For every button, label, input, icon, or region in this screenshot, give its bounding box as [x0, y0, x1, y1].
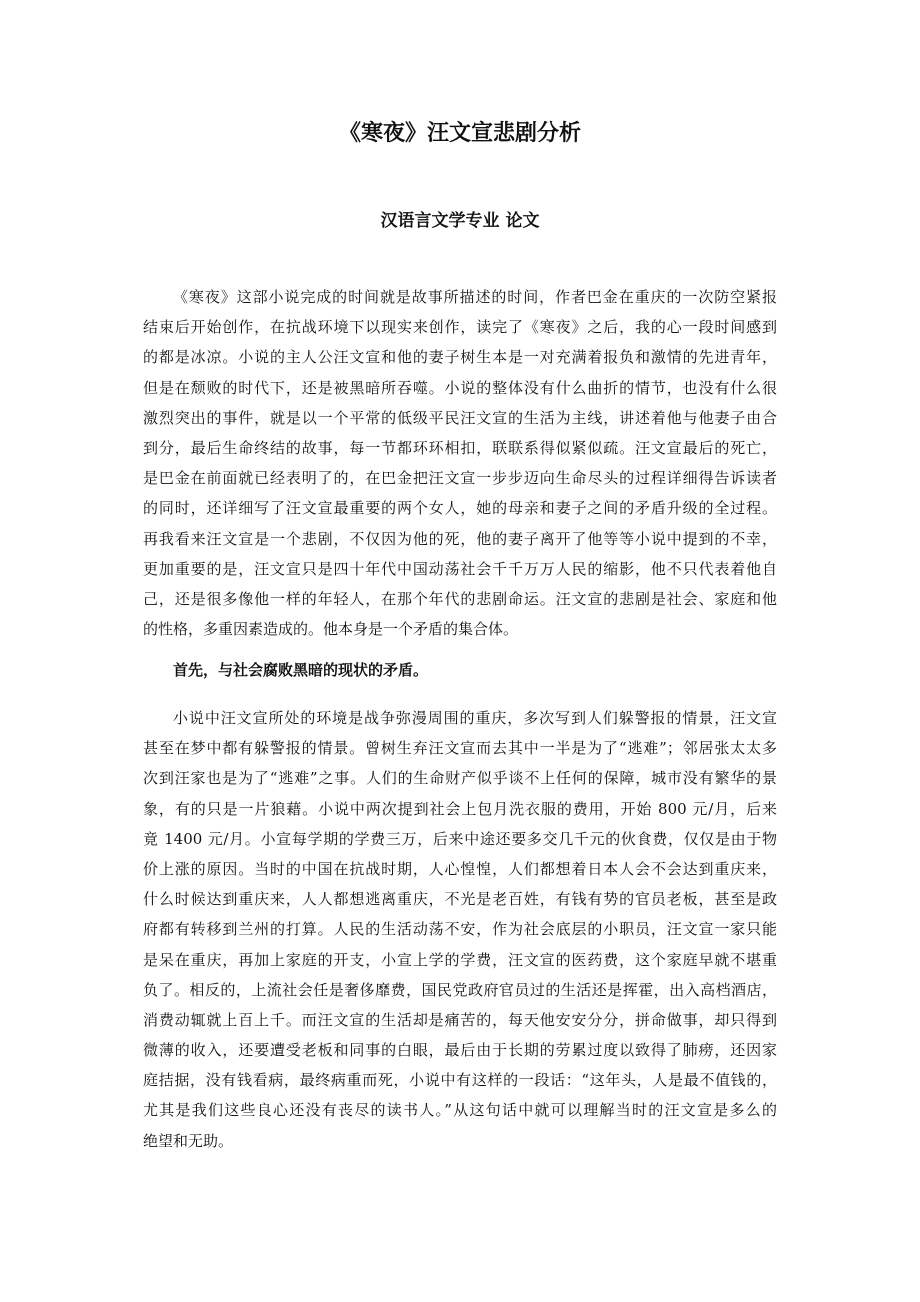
text-line: 负了。相反的，上流社会任是奢侈靡费，国民党政府官员过的生活还是挥霍，出入高档酒店，	[143, 980, 777, 999]
text-line: 再我看来汪文宣是一个悲剧，不仅因为他的死，他的妻子离开了他等等小说中提到的不幸，	[143, 529, 777, 548]
text-line: 《寒夜》这部小说完成的时间就是故事所描述的时间，作者巴金在重庆的一次防空紧报	[173, 288, 777, 306]
text-line: 的同时，还详细写了汪文宣最重要的两个女人，她的母亲和妻子之间的矛盾升级的全过程。	[143, 499, 777, 518]
text-line: 次到汪家也是为了“逃难”之事。人们的生命财产似乎谈不上任何的保障，城市没有繁华的景	[143, 769, 777, 788]
paragraph-society	[143, 703, 777, 1156]
text-line: 尤其是我们这些良心还没有丧尽的读书人。”从这句话中就可以理解当时的汪文宣是多么的	[143, 1101, 777, 1120]
text-line: 激烈突出的事件，就是以一个平常的低级平民汪文宣的生活为主线，讲述着他与他妻子由合	[143, 408, 777, 427]
text-line: 结束后开始创作，在抗战环境下以现实来创作，读完了《寒夜》之后，我的心一段时间感到	[143, 318, 777, 337]
text-line: 是呆在重庆，再加上家庭的开支，小宣上学的学费，汪文宣的医药费，这个家庭早就不堪重	[143, 950, 777, 969]
section-heading: 首先，与社会腐败黑暗的现状的矛盾。	[173, 661, 429, 679]
text-line: 绝望和无助。	[143, 1131, 234, 1150]
text-line: 更加重要的是，汪文宣只是四十年代中国动荡社会千千万万人民的缩影，他不只代表着他自	[143, 559, 777, 578]
text-line: 到分，最后生命终结的故事，每一节都环环相扣，联联系得似紧似疏。汪文宣最后的死亡，	[143, 438, 777, 457]
text-line: 小说中汪文宣所处的环境是战争弥漫周围的重庆，多次写到人们躲警报的情景，汪文宣	[173, 709, 777, 727]
document-subtitle: 汉语言文学专业 论文	[380, 211, 540, 231]
text-line: 消费动辄就上百上千。而汪文宣的生活却是痛苦的，每天他安安分分，拼命做事，却只得到	[143, 1010, 777, 1029]
text-line: 象，有的只是一片狼藉。小说中两次提到社会上包月洗衣服的费用，开始 800 元/月，后来	[143, 799, 777, 818]
document-title: 《寒夜》汪文宣悲剧分析	[338, 121, 581, 146]
text-line: 府都有转移到兰州的打算。人民的生活动荡不安，作为社会底层的小职员，汪文宣一家只能	[143, 920, 777, 939]
text-line: 但是在颓败的时代下，还是被黑暗所吞噬。小说的整体没有什么曲折的情节，也没有什么很	[143, 378, 777, 397]
text-line: 是巴金在前面就已经表明了的，在巴金把汪文宣一步步迈向生命尽头的过程详细得告诉读者	[143, 469, 777, 488]
text-line: 微薄的收入，还要遭受老板和同事的白眼，最后由于长期的劳累过度以致得了肺痨，还因家	[143, 1041, 777, 1060]
text-line: 的性格，多重因素造成的。他本身是一个矛盾的集合体。	[143, 620, 519, 639]
text-line: 什么时候达到重庆来，人人都想逃离重庆，不光是老百姓，有钱有势的官员老板，甚至是政	[143, 890, 777, 909]
text-line: 竟 1400 元/月。小宣每学期的学费三万，后来中途还要多交几千元的伙食费，仅仅是由于物	[143, 829, 777, 848]
text-line: 甚至在梦中都有躲警报的情景。曾树生弃汪文宣而去其中一半是为了“逃难”；邻居张太太多	[143, 739, 777, 758]
text-line: 价上涨的原因。当时的中国在抗战时期，人心惶惶，人们都想着日本人会不会达到重庆来，	[143, 859, 777, 878]
paragraph-intro	[143, 282, 777, 644]
text-line: 己，还是很多像他一样的年轻人，在那个年代的悲剧命运。汪文宣的悲剧是社会、家庭和他	[143, 589, 777, 608]
text-line: 庭拮据，没有钱看病，最终病重而死，小说中有这样的一段话：“这年头，人是最不值钱的，	[143, 1071, 777, 1090]
text-line: 的都是冰凉。小说的主人公汪文宣和他的妻子树生本是一对充满着报负和激情的先进青年，	[143, 348, 777, 367]
